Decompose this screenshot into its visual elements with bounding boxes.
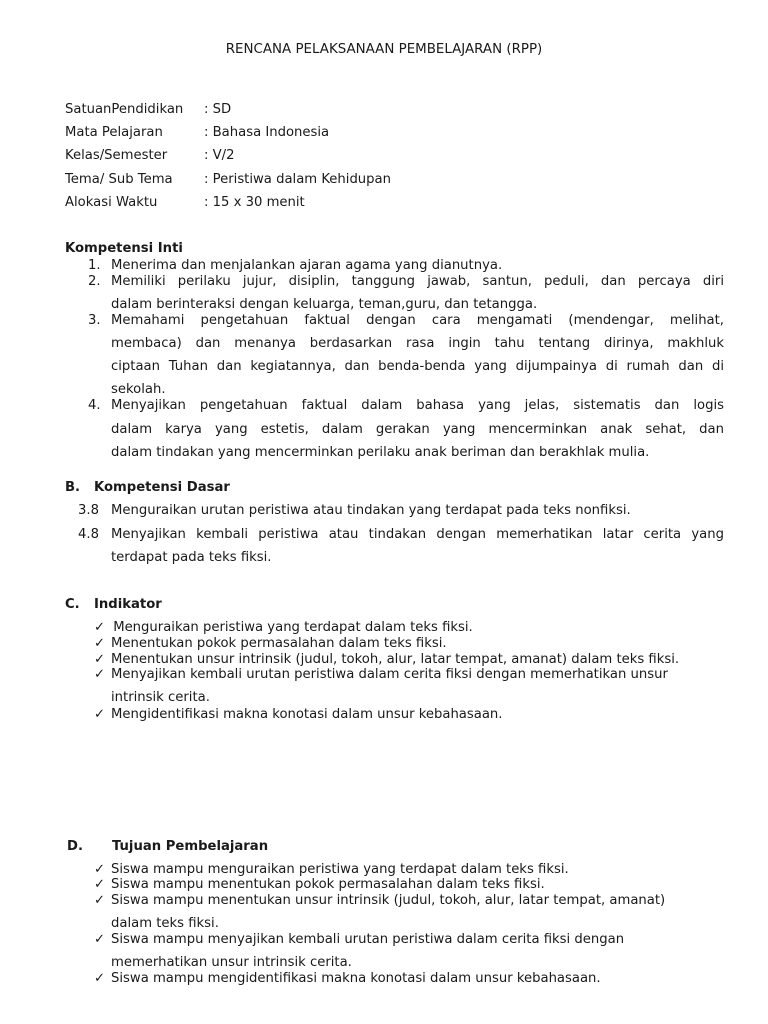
identity-label: Tema/ Sub Tema xyxy=(65,172,173,187)
identity-value: : SD xyxy=(204,102,232,117)
list-item-line: Siswa mampu mengidentifikasi makna konotasi dalam unsur kebahasaan. xyxy=(111,971,601,986)
list-item-line: Menyajikan kembali urutan peristiwa dalam cerita fiksi dengan memerhatikan unsur xyxy=(111,667,668,682)
list-item-line: Siswa mampu menentukan pokok permasalahan dalam teks fiksi. xyxy=(111,877,545,892)
section-heading: Kompetensi Inti xyxy=(65,241,183,256)
list-number: 4. xyxy=(88,398,101,413)
list-item-line: Menyajikan kembali peristiwa atau tindakan dengan memerhatikan latar cerita yang xyxy=(111,527,724,542)
list-item-line: Menentukan unsur intrinsik (judul, tokoh, alur, latar tempat, amanat) dalam teks fiksi. xyxy=(111,652,680,667)
list-item-line: Siswa mampu menyajikan kembali urutan peristiwa dalam cerita fiksi dengan xyxy=(111,932,625,947)
list-item-line: Memiliki perilaku jujur, disiplin, tanggung jawab, santun, peduli, dan percaya diri xyxy=(111,274,724,289)
list-item-line: Memahami pengetahuan faktual dengan cara mengamati (mendengar, melihat, xyxy=(111,313,724,328)
list-item-line: Menerima dan menjalankan ajaran agama yang dianutnya. xyxy=(111,258,503,273)
list-item-line: ciptaan Tuhan dan kegiatannya, dan benda-benda yang dijumpainya di rumah dan di xyxy=(111,359,724,374)
list-item-line: Mengidentifikasi makna konotasi dalam unsur kebahasaan. xyxy=(111,707,503,722)
list-item-line: intrinsik cerita. xyxy=(111,690,210,705)
section-heading: Kompetensi Dasar xyxy=(94,480,230,495)
checkmark-icon: ✓ xyxy=(94,877,106,892)
list-item-line: terdapat pada teks fiksi. xyxy=(111,550,272,565)
identity-label: Kelas/Semester xyxy=(65,148,168,163)
section-letter: B. xyxy=(65,480,81,495)
list-item-line: memerhatikan unsur intrinsik cerita. xyxy=(111,955,352,970)
checkmark-icon: ✓ xyxy=(94,667,106,682)
list-item-line: membaca) dan menanya berdasarkan rasa ingin tahu tentang dirinya, makhluk xyxy=(111,336,724,351)
identity-value: : V/2 xyxy=(204,148,235,163)
section-heading: Tujuan Pembelajaran xyxy=(112,839,269,854)
section-heading: Indikator xyxy=(94,597,162,612)
list-number: 1. xyxy=(88,258,101,273)
checkmark-icon: ✓ xyxy=(94,707,106,722)
checkmark-icon: ✓ xyxy=(94,862,106,877)
page-title: RENCANA PELAKSANAAN PEMBELAJARAN (RPP) xyxy=(225,42,543,57)
identity-label: SatuanPendidikan xyxy=(65,102,184,117)
list-number: 3.8 xyxy=(78,503,99,518)
list-item-line: dalam teks fiksi. xyxy=(111,916,219,931)
list-item-line: Menguraikan peristiwa yang terdapat dalam teks fiksi. xyxy=(109,620,473,635)
list-number: 3. xyxy=(88,313,101,328)
identity-value: : Bahasa Indonesia xyxy=(204,125,330,140)
section-letter: D. xyxy=(67,839,83,854)
list-number: 4.8 xyxy=(78,527,99,542)
list-item-line: Menguraikan urutan peristiwa atau tindakan yang terdapat pada teks nonfiksi. xyxy=(111,503,631,518)
identity-label: Alokasi Waktu xyxy=(65,195,158,210)
list-item-line: dalam berinteraksi dengan keluarga, teman,guru, dan tetangga. xyxy=(111,297,538,312)
checkmark-icon: ✓ xyxy=(94,636,106,651)
list-item-line: sekolah. xyxy=(111,382,166,397)
identity-value: : Peristiwa dalam Kehidupan xyxy=(204,172,391,187)
identity-value: : 15 x 30 menit xyxy=(204,195,305,210)
list-item-line: Siswa mampu menguraikan peristiwa yang terdapat dalam teks fiksi. xyxy=(111,862,569,877)
list-item-line: Siswa mampu menentukan unsur intrinsik (judul, tokoh, alur, latar tempat, amanat) xyxy=(111,893,666,908)
list-item-line: Menentukan pokok permasalahan dalam teks fiksi. xyxy=(111,636,447,651)
identity-label: Mata Pelajaran xyxy=(65,125,163,140)
list-item-line: dalam tindakan yang mencerminkan perilaku anak beriman dan berakhlak mulia. xyxy=(111,445,650,460)
checkmark-icon: ✓ xyxy=(94,932,106,947)
list-item-line: dalam karya yang estetis, dalam gerakan yang mencerminkan anak sehat, dan xyxy=(111,422,724,437)
checkmark-icon: ✓ xyxy=(94,893,106,908)
section-letter: C. xyxy=(65,597,80,612)
list-number: 2. xyxy=(88,274,101,289)
checkmark-icon: ✓ xyxy=(94,620,106,635)
checkmark-icon: ✓ xyxy=(94,652,106,667)
checkmark-icon: ✓ xyxy=(94,971,106,986)
list-item-line: Menyajikan pengetahuan faktual dalam bahasa yang jelas, sistematis dan logis xyxy=(111,398,724,413)
